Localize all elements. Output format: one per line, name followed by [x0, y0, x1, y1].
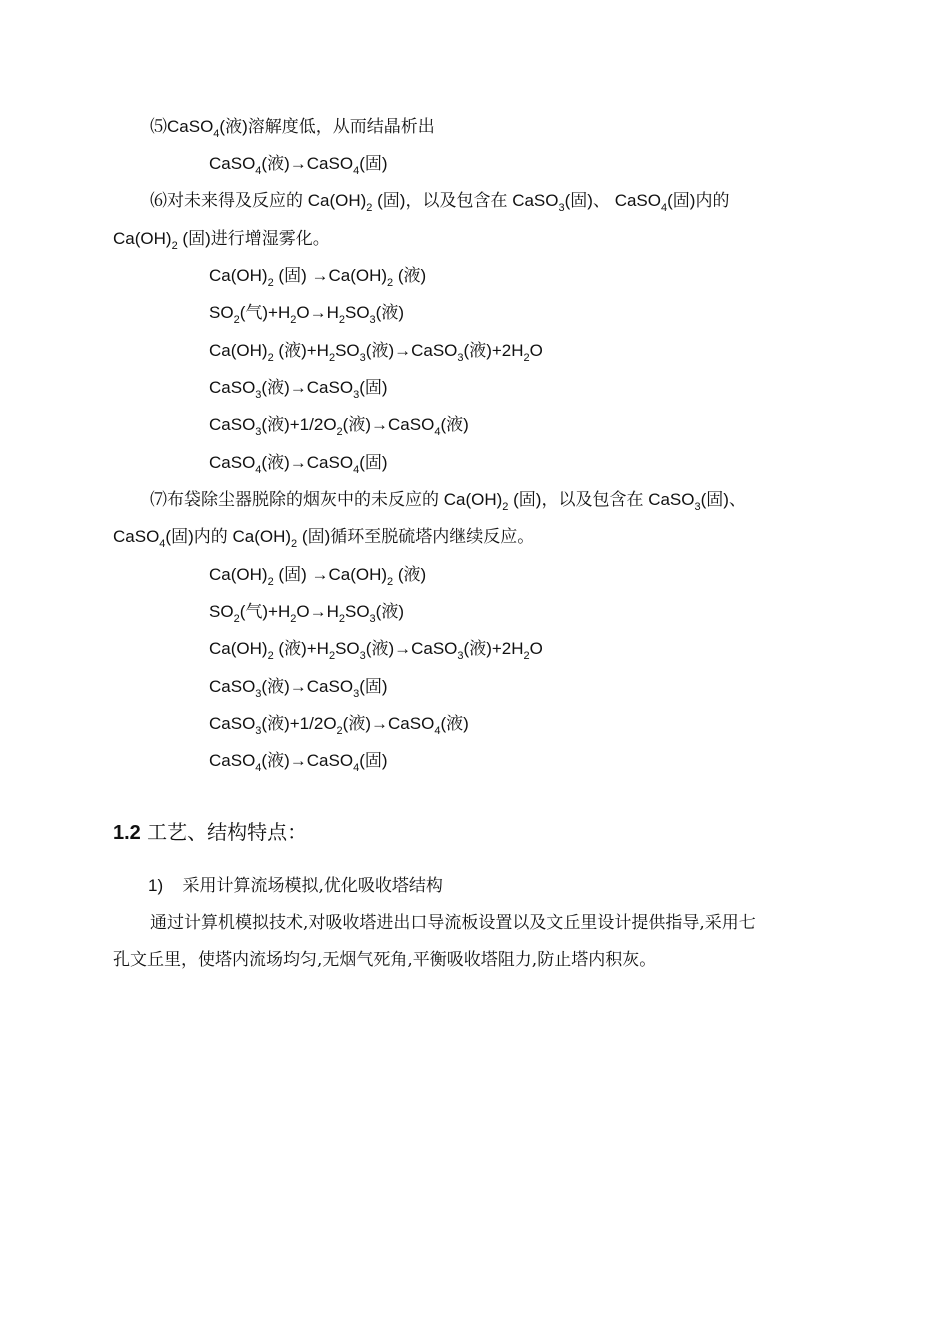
paragraph-marker: ⑺: [150, 490, 167, 510]
list-item-label: 1): [148, 876, 164, 895]
equation: $Ca(OH)_2$ (液)$+H_2SO_3$(液)→CaSO$_3$(液)$+2H_2O$: [209, 341, 543, 364]
list-item-title: 采用计算流场模拟,优化吸收塔结构: [182, 876, 443, 896]
section-title: 工艺、结构特点：: [147, 820, 308, 844]
paragraph-text: 布袋除尘器脱除的烟灰中的未反应的 $Ca(OH)_2$ (固)，以及包含在 CaSO$_3$(固)、: [167, 490, 746, 513]
section-number: 1.2: [113, 822, 141, 844]
equation: CaSO$_3$(液)→CaSO$_3$(固): [209, 677, 388, 700]
equation: CaSO$_3$(液)$+1/2O_2$(液)→CaSO$_4$(液): [209, 415, 469, 438]
equation: $SO_2$(气)$+H_2O\to H_2SO_3$(液): [209, 602, 405, 625]
equation: CaSO$_3$(液)→CaSO$_3$(固): [209, 378, 388, 401]
paragraph-marker: ⑸: [150, 117, 167, 137]
paragraph-text: 对未来得及反应的 $Ca(OH)_2$ (固)，以及包含在 CaSO$_3$(固)、 CaSO$_4$(固)内的: [167, 191, 730, 214]
equation: CaSO$_3$(液)$+1/2O_2$(液)→CaSO$_4$(液): [209, 714, 469, 737]
paragraph-7-line-1: [150, 488, 746, 512]
equation: $Ca(OH)_2$ (液)$+H_2SO_3$(液)→CaSO$_3$(液)$+2H_2O$: [209, 639, 543, 662]
body-text-line-1: 通过计算机模拟技术,对吸收塔进出口导流板设置以及文丘里设计提供指导,采用七: [150, 913, 756, 933]
equation: $SO_2$(气)$+H_2O\to H_2SO_3$(液): [209, 303, 405, 326]
list-item-1: [148, 874, 443, 898]
paragraph-6-line-2: $Ca(OH)_2$ (固)进行增湿雾化。: [113, 229, 330, 252]
equation: CaSO$_4$(液)→CaSO$_4$(固): [209, 453, 388, 476]
equation: $Ca(OH)_2$ (固) $\to Ca(OH)_2$ (液): [209, 565, 427, 588]
paragraph-5-line: [150, 115, 435, 139]
body-text-line-2: 孔文丘里，使塔内流场均匀,无烟气死角,平衡吸收塔阻力,防止塔内积灰。: [113, 950, 657, 970]
equation: CaSO$_4$(液)→CaSO$_4$(固): [209, 154, 388, 177]
paragraph-6-line-1: [150, 189, 729, 213]
equation: $Ca(OH)_2$ (固) $\to Ca(OH)_2$ (液): [209, 266, 427, 289]
paragraph-marker: ⑹: [150, 191, 167, 211]
paragraph-text: CaSO$_4$(液)溶解度低，从而结晶析出: [167, 117, 435, 140]
equation: CaSO$_4$(液)→CaSO$_4$(固): [209, 751, 388, 774]
section-heading: [113, 820, 307, 845]
paragraph-7-line-2: CaSO$_4$(固)内的 $Ca(OH)_2$ (固)循环至脱硫塔内继续反应。: [113, 527, 535, 550]
